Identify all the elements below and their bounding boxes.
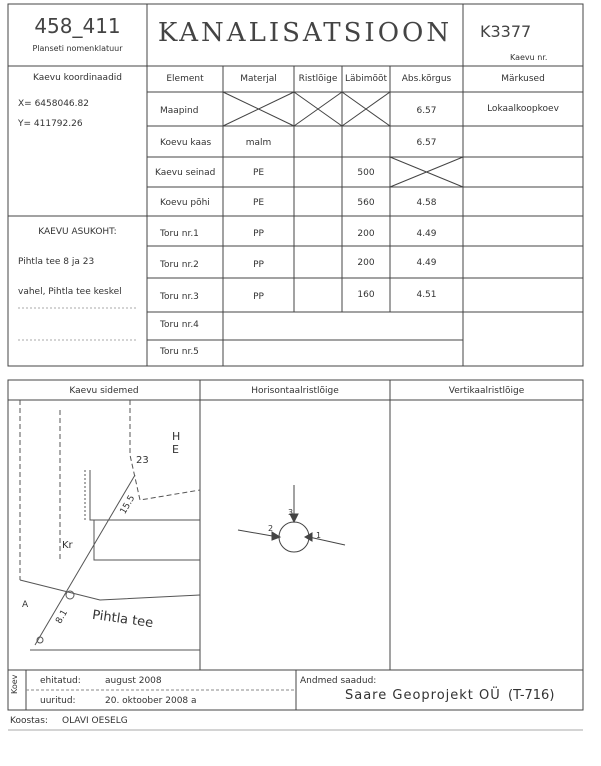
location-label: KAEVU ASUKOHT:	[38, 227, 117, 237]
col-element: Element	[166, 74, 204, 84]
map-dist2: 8.1	[54, 608, 71, 626]
map-road: Pihtla tee	[91, 607, 155, 632]
row-diameter: 560	[357, 198, 375, 208]
author-label: Koostas:	[10, 716, 48, 726]
map-building-num: 23	[136, 455, 149, 466]
vertical-label: Vertikaalristlõige	[448, 386, 525, 396]
row-element: Toru nr.4	[160, 320, 199, 330]
map-kr: Kr	[62, 540, 73, 551]
row-element: Koevu kaas	[160, 138, 212, 148]
coord-x: X= 6458046.82	[18, 99, 89, 109]
page-title: KANALISATSIOON	[157, 18, 453, 48]
row-height: 6.57	[416, 106, 437, 116]
row-material: malm	[245, 138, 272, 148]
nomenclature-number: 458_411	[34, 14, 121, 38]
row-height: 4.49	[416, 258, 437, 268]
horizontal-label: Horisontaalristlõige	[251, 386, 339, 396]
row-diameter: 200	[357, 229, 375, 239]
row-element: Toru nr.1	[160, 229, 199, 239]
row-height: 6.57	[416, 138, 437, 148]
well-number: K3377	[480, 22, 532, 41]
pipe-label-1: 1	[316, 531, 322, 540]
row-height: 4.51	[416, 290, 437, 300]
row-height: 4.49	[416, 229, 437, 239]
row-diameter: 200	[357, 258, 375, 268]
row-material: PE	[252, 198, 265, 208]
map-dist1: 15.5	[118, 493, 138, 517]
row-diameter: 160	[357, 290, 375, 300]
footer-side-label: Koev	[10, 674, 19, 694]
location-line1: Pihtla tee 8 ja 23	[18, 257, 95, 267]
row-diameter: 500	[357, 168, 375, 178]
horizontal-section	[238, 485, 345, 552]
data-source-label: Andmed saadud:	[300, 676, 377, 686]
location-line2: vahel, Pihtla tee keskel	[18, 287, 122, 297]
data-source-value: Saare Geoprojekt OÜ	[345, 688, 501, 703]
col-notes: Märkused	[501, 74, 545, 84]
row-height: 4.58	[416, 198, 437, 208]
surveyed-value: 20. oktoober 2008 a	[105, 696, 197, 706]
pipe-label-3: 3	[288, 508, 294, 517]
row-material: PP	[253, 260, 264, 270]
coords-label: Kaevu koordinaadid	[32, 73, 122, 83]
row-element: Kaevu seinad	[155, 168, 216, 178]
row-material: PP	[253, 229, 264, 239]
row-notes: Lokaalkoopkoev	[487, 104, 559, 114]
col-height: Abs.kõrgus	[401, 74, 452, 84]
author-value: OLAVI OESELG	[62, 716, 128, 726]
map-a: A	[22, 600, 29, 610]
col-diameter: Läbimõõt	[344, 74, 388, 84]
nomenclature-label: Planseti nomenklatuur	[32, 44, 123, 53]
map-building-type: H E	[172, 430, 181, 456]
built-label: ehitatud:	[40, 676, 81, 686]
row-element: Toru nr.5	[160, 347, 199, 357]
well-number-label: Kaevu nr.	[510, 53, 548, 62]
row-element: Toru nr.3	[160, 292, 199, 302]
sidemed-label: Kaevu sidemed	[69, 386, 139, 396]
row-element: Toru nr.2	[160, 260, 199, 270]
row-element: Maapind	[160, 106, 199, 116]
pipe-label-2: 2	[268, 524, 274, 533]
coord-y: Y= 411792.26	[18, 119, 83, 129]
surveyed-label: uuritud:	[40, 696, 76, 706]
col-section: Ristlõige	[298, 74, 338, 84]
row-material: PE	[252, 168, 265, 178]
built-value: august 2008	[105, 676, 162, 686]
col-material: Materjal	[240, 74, 277, 84]
data-source-code: (T-716)	[508, 688, 555, 703]
row-element: Koevu põhi	[160, 198, 210, 208]
row-material: PP	[253, 292, 264, 302]
